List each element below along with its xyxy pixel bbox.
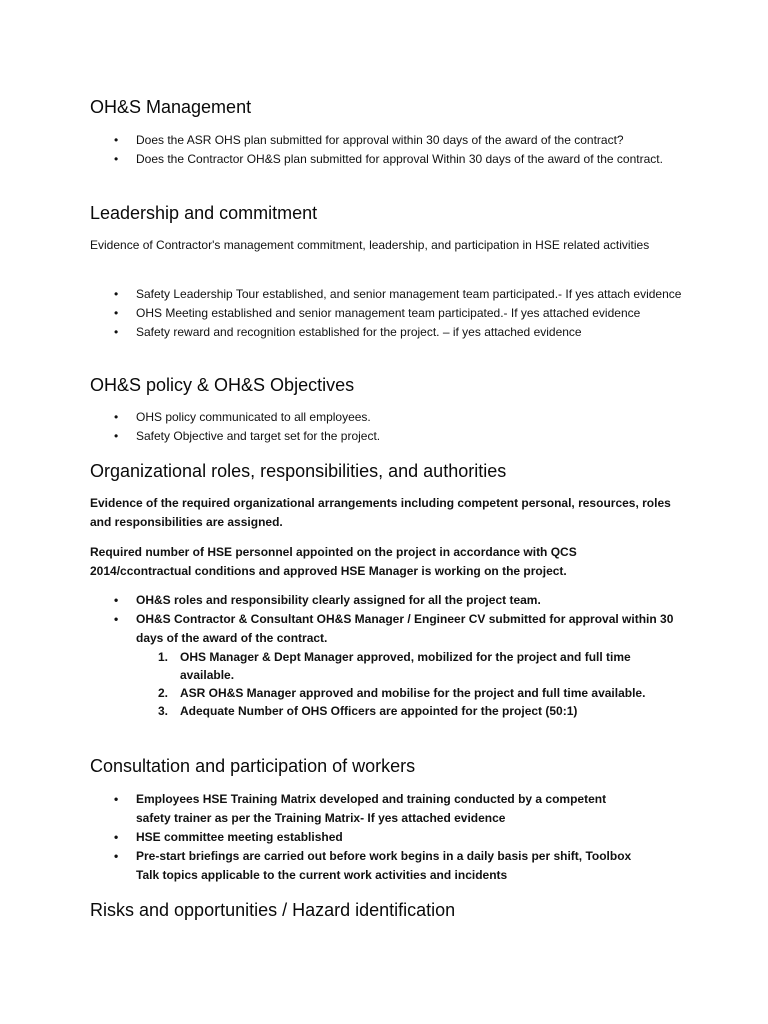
heading-policy: OH&S policy & OH&S Objectives [90,375,355,395]
list-item: • Pre-start briefings are carried out before work begins in a daily basis per shift, Toolbox Talk topics applicable to the current work activities and incidents [114,849,632,882]
list-ohs-management [114,131,684,169]
list-item: • OHS Meeting established and senior management team participated.- If yes attached evidence [114,306,641,320]
heading-roles: Organizational roles, responsibilities, and authorities [90,461,507,481]
numbered-list-roles [158,648,668,720]
list-item: 3. Adequate Number of OHS Officers are appointed for the project (50:1) [158,704,578,718]
list-item: • Does the Contractor OH&S plan submitted for approval Within 30 days of the award of the contract. [114,152,663,166]
heading-ohs-management: OH&S Management [90,97,252,117]
list-item: 1. OHS Manager & Dept Manager approved, mobilized for the project and full time available. [158,650,631,682]
heading-consultation: Consultation and participation of workers [90,756,416,776]
heading-risks: Risks and opportunities / Hazard identification [90,900,456,920]
list-item: • OHS policy communicated to all employees. [114,410,371,424]
roles-paragraph-1: Evidence of the required organizational arrangements including competent personal, resources, roles and responsibilities are assigned. [90,496,671,529]
roles-paragraph-2: Required number of HSE personnel appointed on the project in accordance with QCS 2014/ccontractual conditions and approved HSE Manager is working on the project. [90,545,577,578]
leadership-intro: Evidence of Contractor's management commitment, leadership, and participation in HSE related activities [90,238,650,252]
list-item: • OH&S Contractor & Consultant OH&S Manager / Engineer CV submitted for approval within 30 days of the award of the contract. [114,612,674,645]
list-policy [114,408,684,446]
list-consultation [114,790,644,885]
list-item: • Safety Leadership Tour established, and senior management team participated.- If yes attach evidence [114,287,682,301]
list-roles [114,591,674,648]
list-item: • Does the ASR OHS plan submitted for approval within 30 days of the award of the contract? [114,133,624,147]
list-item: • OH&S roles and responsibility clearly assigned for all the project team. [114,593,541,607]
list-item: • HSE committee meeting established [114,830,343,844]
list-item: • Safety Objective and target set for the project. [114,429,381,443]
heading-leadership: Leadership and commitment [90,203,318,223]
list-item: 2. ASR OH&S Manager approved and mobilise for the project and full time available. [158,686,646,700]
list-item: • Employees HSE Training Matrix developed and training conducted by a competent safety trainer as per the Training Matrix- If yes attached evidence [114,792,607,825]
list-item: • Safety reward and recognition established for the project. – if yes attached evidence [114,325,582,339]
list-leadership [114,285,684,342]
